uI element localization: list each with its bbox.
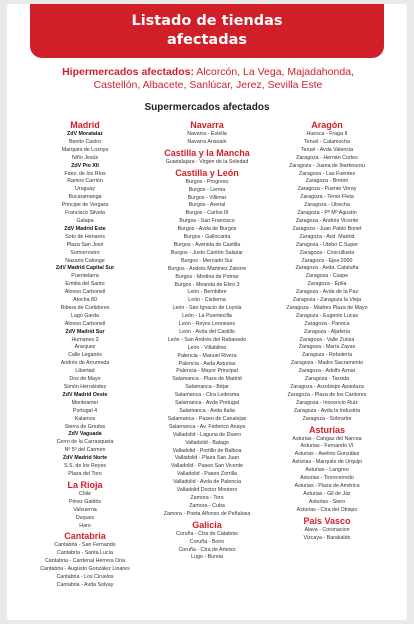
store-item: Zaragoza - Hernán Cortes xyxy=(296,154,358,161)
store-item: Burgos - Mercado Sur xyxy=(181,257,233,264)
store-item: Navarra Ansoain xyxy=(187,138,227,145)
store-item: Zaragoza - Adolfo Aznar xyxy=(298,368,356,375)
store-item: Asturias - Gil de Jaz xyxy=(303,490,351,497)
store-item: Valladolid - Plaza San Juan xyxy=(174,455,240,462)
store-item: Zamora - Cuba xyxy=(189,502,225,509)
store-item: Zaragoza - Valle Zuriza xyxy=(299,336,355,343)
store-item: Cantabria - Santa Lucía xyxy=(57,550,113,557)
store-item: Francisco Silvela xyxy=(64,210,106,217)
store-item: Soto de Henares xyxy=(65,233,105,240)
store-item: Palencia - Mayor Principal xyxy=(176,368,238,375)
region-heading: Castilla y la Mancha xyxy=(164,147,250,158)
store-item: León - Avda del Castillo xyxy=(179,328,235,335)
store-column-3 xyxy=(267,119,387,542)
store-item: Simón Hernández xyxy=(63,384,107,390)
store-item: Asturias - Torrecerredo xyxy=(300,475,354,482)
store-item: Burgos - Miranda de Ebro 3 xyxy=(174,281,240,288)
page-title xyxy=(30,12,384,50)
store-item: Nazario Calonge xyxy=(65,257,105,264)
store-item: Cantabria - Cardenal Herrera Oria xyxy=(44,558,126,565)
store-item: Guadalajara - Virgen de la Soledad xyxy=(165,158,249,165)
store-item: Coruña - Ctra de Catabois xyxy=(176,530,238,537)
store-item: Dos de Mayo xyxy=(69,376,101,383)
store-item: Valladolid Doctor Montero xyxy=(176,487,238,494)
store-item: Alava - Coronacion xyxy=(304,526,350,533)
store-item: Zaragoza - Puente Virrey xyxy=(297,186,357,193)
store-item: Nº 5º del Carmen xyxy=(64,447,106,454)
zone-label: ZdV Madrid Este xyxy=(64,225,106,232)
store-item: León - San Andrés del Rabanedo xyxy=(167,336,247,343)
store-item: Palencia - Manuel Rivera xyxy=(177,352,237,359)
store-item: Zaragoza - Avda. Cataluña xyxy=(295,265,359,272)
title-line-1: Listado de tiendas xyxy=(131,13,283,29)
store-item: Salamanca - Béjar xyxy=(185,384,229,391)
store-column-1 xyxy=(25,119,145,590)
store-item: Cantabria - Augusto González Linares xyxy=(40,566,130,573)
store-item: Portugal 4 xyxy=(72,407,98,414)
store-item: Zaragoza - Épila xyxy=(307,281,347,288)
store-item: Burgos - Justo Cantón Salazar xyxy=(170,249,244,256)
store-item: Bucaramanga xyxy=(68,194,102,201)
store-item: Salamanca - Av. Federico Anaya xyxy=(168,423,246,430)
store-item: León - La Puentecilla xyxy=(182,313,232,320)
store-item: Zaragoza - Ejea 2000 xyxy=(301,257,353,264)
store-item: Marqués de Lozoya xyxy=(61,146,109,153)
store-item: Zaragoza - Aljafería xyxy=(303,328,351,335)
store-item: Libertad xyxy=(75,368,95,375)
store-item: Valladolid - Portillo de Balboa xyxy=(172,447,242,454)
store-item: Galapa xyxy=(76,217,94,224)
store-item: Teruel - Calamocha xyxy=(304,138,350,145)
store-item: Alonso Carbonell xyxy=(64,289,106,296)
store-item: Lago Garda xyxy=(71,312,99,319)
store-item: Salamanca - Plaza de Madrid xyxy=(172,376,242,383)
store-item: Zaragoza - Tarxida xyxy=(304,376,350,383)
store-item: Salamanca - Avda Italia xyxy=(179,408,235,414)
store-item: Burgos - Arenal xyxy=(188,202,226,209)
store-item: Valladolid - Laguna de Duero xyxy=(172,431,242,438)
store-item: Zaragoza - Avda de la Paz xyxy=(295,289,359,296)
zone-label: ZdV Moratalaz xyxy=(67,131,103,137)
hypermarkets-paragraph xyxy=(41,66,375,92)
store-item: Zaragoza - Utrecha xyxy=(304,202,350,209)
store-item: Burgos - Progreso xyxy=(185,178,229,185)
store-item: Vizcaya - Barakaldo xyxy=(303,534,351,541)
store-item: Niño Jesús xyxy=(71,154,99,161)
store-item: Burgos - Carlos III xyxy=(185,210,229,217)
store-item: Zaragoza - Juan Pablo Bonet xyxy=(292,225,362,232)
store-item: Humanes 3 xyxy=(71,336,99,343)
store-item: Teruel - Avda Valencia xyxy=(300,146,354,153)
store-item: Sierra de Gredos xyxy=(64,423,106,430)
zone-label: ZdV Madrid Norte xyxy=(62,455,108,462)
store-item: Fdez. de los Ríos xyxy=(64,170,106,177)
store-item: Huesca - Fraga II xyxy=(306,131,348,137)
store-item: Puentelarra xyxy=(71,273,99,280)
store-item: Zamora - Toro xyxy=(190,494,224,501)
store-item: Burgos - Avda de Burgos xyxy=(177,226,237,233)
store-item: Burgos - Andrés Martinez Zatorre xyxy=(167,265,247,272)
zone-label: ZdV Pío XII xyxy=(71,162,99,169)
store-item: Ribera de Curtidores xyxy=(60,304,110,311)
store-item: Calle Leganés xyxy=(68,352,102,359)
store-item: Zaragoza - Panoca xyxy=(304,320,350,327)
store-item: Haro xyxy=(79,522,91,529)
store-item: Cantabria - San Fernando xyxy=(54,542,116,549)
store-item: Zamora - Poeta Alfonso de Peñalosa xyxy=(163,510,251,517)
store-item: Zaragoza - Tenor Fleta xyxy=(300,194,354,201)
store-item: León - Bembibre xyxy=(187,289,227,296)
store-item: Valladolid - Paseo Zorrilla xyxy=(177,471,237,478)
store-item: Asturias - Siero xyxy=(308,498,346,505)
store-item: Coruña - Boiro xyxy=(189,538,225,545)
store-item: Atocha 80 xyxy=(73,297,97,304)
store-item: Principe de Vergara xyxy=(61,202,109,209)
store-item: Chile xyxy=(78,490,92,497)
store-item: Zaragoza - Avda la Industria xyxy=(293,407,361,414)
store-item: Burgos - Villimar xyxy=(187,194,227,201)
store-item: Asturias - Plaza de América xyxy=(294,482,360,489)
hypermarkets-label: Hipermercados afectados: xyxy=(62,66,194,78)
store-item: Pérez Galdós xyxy=(68,498,102,505)
store-item: Kalamos xyxy=(74,415,96,422)
store-item: Plaza San José xyxy=(66,241,104,248)
store-item: Zaragoza - Arzobispo Apaolaza xyxy=(290,384,364,390)
store-item: Zaragoza - Madres Plaza de Mayo xyxy=(286,304,368,311)
store-item: Asturias - Marqués de Urquijo xyxy=(291,459,363,466)
store-item: Valladolid - Avda de Palencia xyxy=(172,479,242,486)
region-heading: Galicia xyxy=(192,519,222,530)
store-item: Burgos - Medina de Pomar xyxy=(175,273,239,280)
store-item: Valvuerna xyxy=(73,506,97,513)
store-item: Lugo - Bureia xyxy=(191,554,223,561)
store-item: Zaragoza - Juana de Ibarbourou xyxy=(289,162,365,169)
store-item: Zaragoza - Rebolería xyxy=(301,352,353,359)
region-heading: Navarra xyxy=(190,120,224,130)
region-heading: La Rioja xyxy=(67,479,103,490)
store-item: Ramos Carrión xyxy=(67,178,103,185)
store-item: Asturias - Langreo xyxy=(305,467,349,474)
region-heading: Aragón xyxy=(311,120,343,130)
store-item: Burgos - Avenida de Castilla xyxy=(173,241,241,248)
store-item: Asturias - Fernando VI xyxy=(300,443,354,450)
store-item: Zaragoza - Bretón xyxy=(305,178,349,185)
store-item: Zaragoza - Utebo C.Super xyxy=(295,241,359,248)
store-item: Alonso Carbonell xyxy=(64,320,106,327)
store-item: Zaragoza - Andrés Vicente xyxy=(295,217,359,224)
hypermarkets-list: Alcorcón, La Vega, Majadahonda, Castellón, Albacete, Sanlúcar, Jerez, Sevilla Este xyxy=(93,66,354,91)
region-heading: Madrid xyxy=(70,120,100,130)
zone-label: ZdV Madrid Oeste xyxy=(62,391,108,398)
supermarkets-heading: Supermercados afectados xyxy=(144,102,270,113)
store-item: Palencia - Avda Asturias xyxy=(178,360,236,367)
store-item: Plaza del Toro xyxy=(68,470,102,477)
store-item: Asturias - Cangas del Narcea xyxy=(292,435,362,442)
store-item: Zaragoza - Plaza de los Cantores xyxy=(287,391,367,398)
store-item: Zaragoza - Eugenio Lucas xyxy=(295,312,359,319)
store-item: Zaragoza - Inocencio Ruiz xyxy=(296,399,358,406)
store-item: Salamanca - Avda Portugal xyxy=(174,400,240,407)
store-item: Zaragoza - Pº Mº Agustín xyxy=(297,210,357,217)
store-item: León - Reyes Leoneses xyxy=(179,321,235,328)
store-item: Aranjuez xyxy=(74,344,96,351)
store-item: León - San Ignacio de Loyola xyxy=(172,305,242,312)
store-item: Zaragoza - Caspe xyxy=(305,273,349,280)
zone-label: ZdV Madrid Capital Sur xyxy=(55,265,115,272)
store-item: Salamanca - Paseo de Canalejas xyxy=(167,415,247,422)
store-column-2 xyxy=(147,119,267,562)
store-item: Zaragoza - Avd. Madrid xyxy=(299,233,355,240)
store-item: Navarra - Estella xyxy=(187,131,227,137)
store-item: Zaragoza - Zaragoza la Vieja xyxy=(292,297,362,304)
region-heading: País Vasco xyxy=(303,515,351,526)
store-item: Asturias - Avelino González xyxy=(294,451,360,458)
store-item: Burgos - Lerma xyxy=(188,186,226,193)
zone-label: ZdV Vaguada xyxy=(68,431,102,438)
store-item: Asturias - Ctra del Obispo xyxy=(296,506,358,513)
store-item: Cantabria - Avda Solvay xyxy=(56,581,114,588)
store-item: Burgos - Gallocanta xyxy=(183,234,231,241)
store-item: Uruguay xyxy=(74,186,96,193)
store-item: Somorrostro xyxy=(70,249,100,256)
store-item: S.S. de los Reyes xyxy=(63,463,107,470)
store-item: Coruña - Ctra de Arteixo xyxy=(178,546,236,553)
store-item: Cerro de la Carrasqueta xyxy=(56,439,114,446)
store-item: Zaragoza - María Zayas xyxy=(298,344,356,351)
document-sheet xyxy=(7,4,407,620)
zone-label: ZdV Madrid Sur xyxy=(65,328,105,335)
store-item: León - Villabilino xyxy=(187,344,227,351)
store-item: Zaragoza - Las Fuentes xyxy=(298,170,356,177)
store-item: Cantabria - Los Ciruelos xyxy=(56,574,114,581)
store-item: Ermita del Santo xyxy=(65,281,105,288)
store-item: Monteamer xyxy=(71,399,99,406)
store-item: Zaragoza - Cosculluela xyxy=(299,249,355,256)
title-banner xyxy=(30,4,384,58)
region-heading: Castilla y León xyxy=(175,167,239,178)
store-item: Benito Castro xyxy=(68,138,102,145)
store-item: Zaragoza - Sobrarbe xyxy=(302,415,352,422)
region-heading: Cantabria xyxy=(64,531,106,542)
store-item: Burgos - San Francisco xyxy=(179,218,235,225)
store-item: Andrés de Arrumeda xyxy=(60,360,110,367)
region-heading: Asturias xyxy=(308,424,345,435)
title-line-2: afectadas xyxy=(166,32,248,48)
store-item: Duques xyxy=(75,514,95,521)
store-item: Valladolid - Paseo San Vicente xyxy=(170,463,244,470)
store-item: León - Cistierna xyxy=(188,297,226,304)
store-item: Valladolid - Balago xyxy=(185,439,229,446)
store-item: Salamanca - Ctra Ledesma xyxy=(174,392,240,399)
store-item: Zaragoza - Madre Sacramento xyxy=(290,360,364,367)
